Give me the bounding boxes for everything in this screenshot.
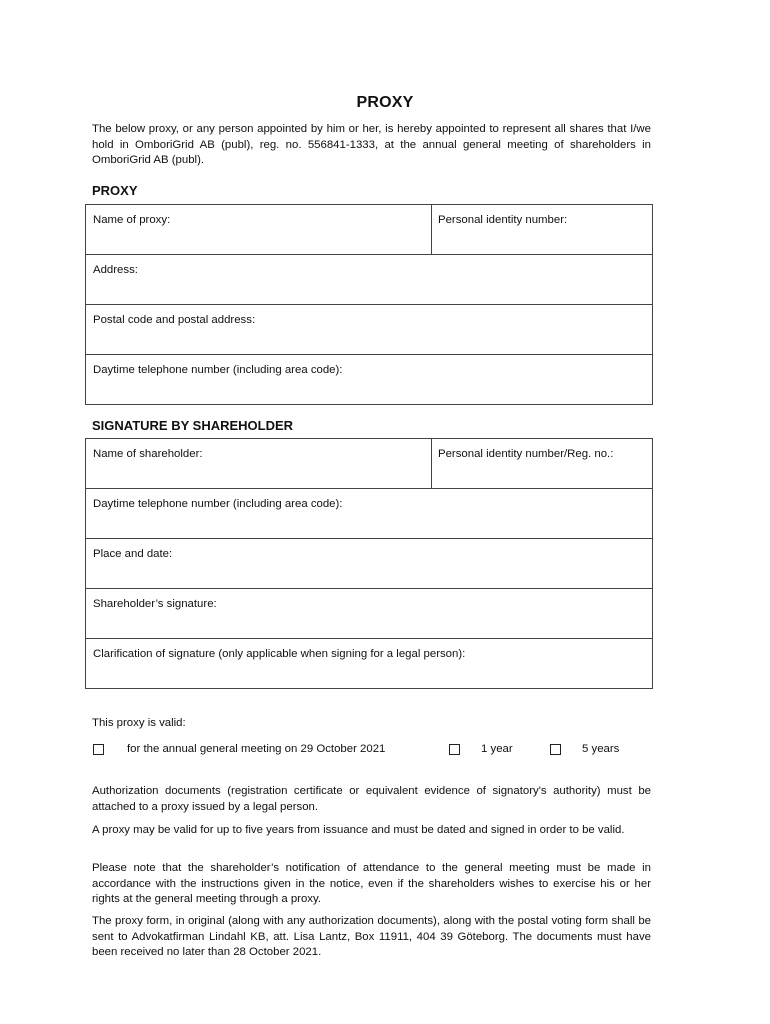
proxy-name-row (86, 205, 652, 254)
place-date-label: Place and date: (93, 548, 173, 560)
intro-paragraph: The below proxy, or any person appointed by him or her, is hereby appointed to represent all shares that I/we hold in OmboriGrid AB (publ), reg. no. 556841-1333, at the annual general meeting of shareholders in OmboriGrid AB (publ). (92, 123, 651, 166)
proxy-phone-row (86, 354, 652, 404)
meeting-checkbox[interactable] (93, 744, 104, 755)
proxy-address-row (86, 254, 652, 304)
meeting-option-label: for the annual general meeting on 29 October 2021 (127, 743, 386, 755)
attendance-note: Please note that the shareholder’s notification of attendance to the general meeting must be made in accordance with the instructions given in the notice, even if the shareholders wishes to exercise his or her rights at the general meeting through a proxy. (92, 862, 651, 905)
signature-section-heading: SIGNATURE BY SHAREHOLDER (92, 418, 294, 433)
authorization-note: Authorization documents (registration certificate or equivalent evidence of signatory's authority) must be attached to a proxy issued by a legal person. (92, 785, 651, 813)
one-year-option-label: 1 year (481, 743, 513, 755)
proxy-phone-label: Daytime telephone number (including area code): (93, 364, 343, 376)
proxy-section-heading: PROXY (92, 183, 138, 198)
shareholder-phone-field[interactable] (86, 489, 652, 538)
signature-form-table (85, 438, 653, 689)
clarification-label: Clarification of signature (only applicable when signing for a legal person): (93, 648, 466, 660)
place-date-field[interactable] (86, 539, 652, 588)
validity-label: This proxy is valid: (92, 717, 186, 729)
shareholder-signature-label: Shareholder’s signature: (93, 598, 217, 610)
proxy-name-field[interactable] (86, 205, 432, 254)
one-year-checkbox[interactable] (449, 744, 460, 755)
submission-note: The proxy form, in original (along with any authorization documents), along with the postal voting form shall be sent to Advokatfirman Lindahl KB, att. Lisa Lantz, Box 11911, 404 39 Göteborg. The documents must have been received no later than 28 October 2021. (92, 915, 651, 958)
proxy-address-field[interactable] (86, 255, 652, 304)
validity-period-note: A proxy may be valid for up to five years from issuance and must be dated and signed in order to be valid. (92, 824, 625, 836)
shareholder-name-label: Name of shareholder: (93, 448, 203, 460)
shareholder-signature-field[interactable] (86, 589, 652, 638)
proxy-postal-label: Postal code and postal address: (93, 314, 256, 326)
shareholder-pin-field[interactable] (432, 439, 652, 488)
proxy-pin-label: Personal identity number: (438, 214, 568, 226)
proxy-postal-field[interactable] (86, 305, 652, 354)
place-date-row (86, 538, 652, 588)
proxy-phone-field[interactable] (86, 355, 652, 404)
shareholder-phone-row (86, 488, 652, 538)
proxy-name-label: Name of proxy: (93, 214, 171, 226)
shareholder-pin-label: Personal identity number/Reg. no.: (438, 448, 614, 460)
shareholder-name-row (86, 439, 652, 488)
clarification-field[interactable] (86, 639, 652, 688)
proxy-postal-row (86, 304, 652, 354)
five-years-option-label: 5 years (582, 743, 620, 755)
proxy-address-label: Address: (93, 264, 138, 276)
shareholder-phone-label: Daytime telephone number (including area code): (93, 498, 343, 510)
validity-options (0, 742, 770, 760)
five-years-checkbox[interactable] (550, 744, 561, 755)
proxy-pin-field[interactable] (432, 205, 652, 254)
proxy-form-table (85, 204, 653, 405)
clarification-row (86, 638, 652, 688)
shareholder-signature-row (86, 588, 652, 638)
shareholder-name-field[interactable] (86, 439, 432, 488)
document-title: PROXY (356, 94, 414, 111)
